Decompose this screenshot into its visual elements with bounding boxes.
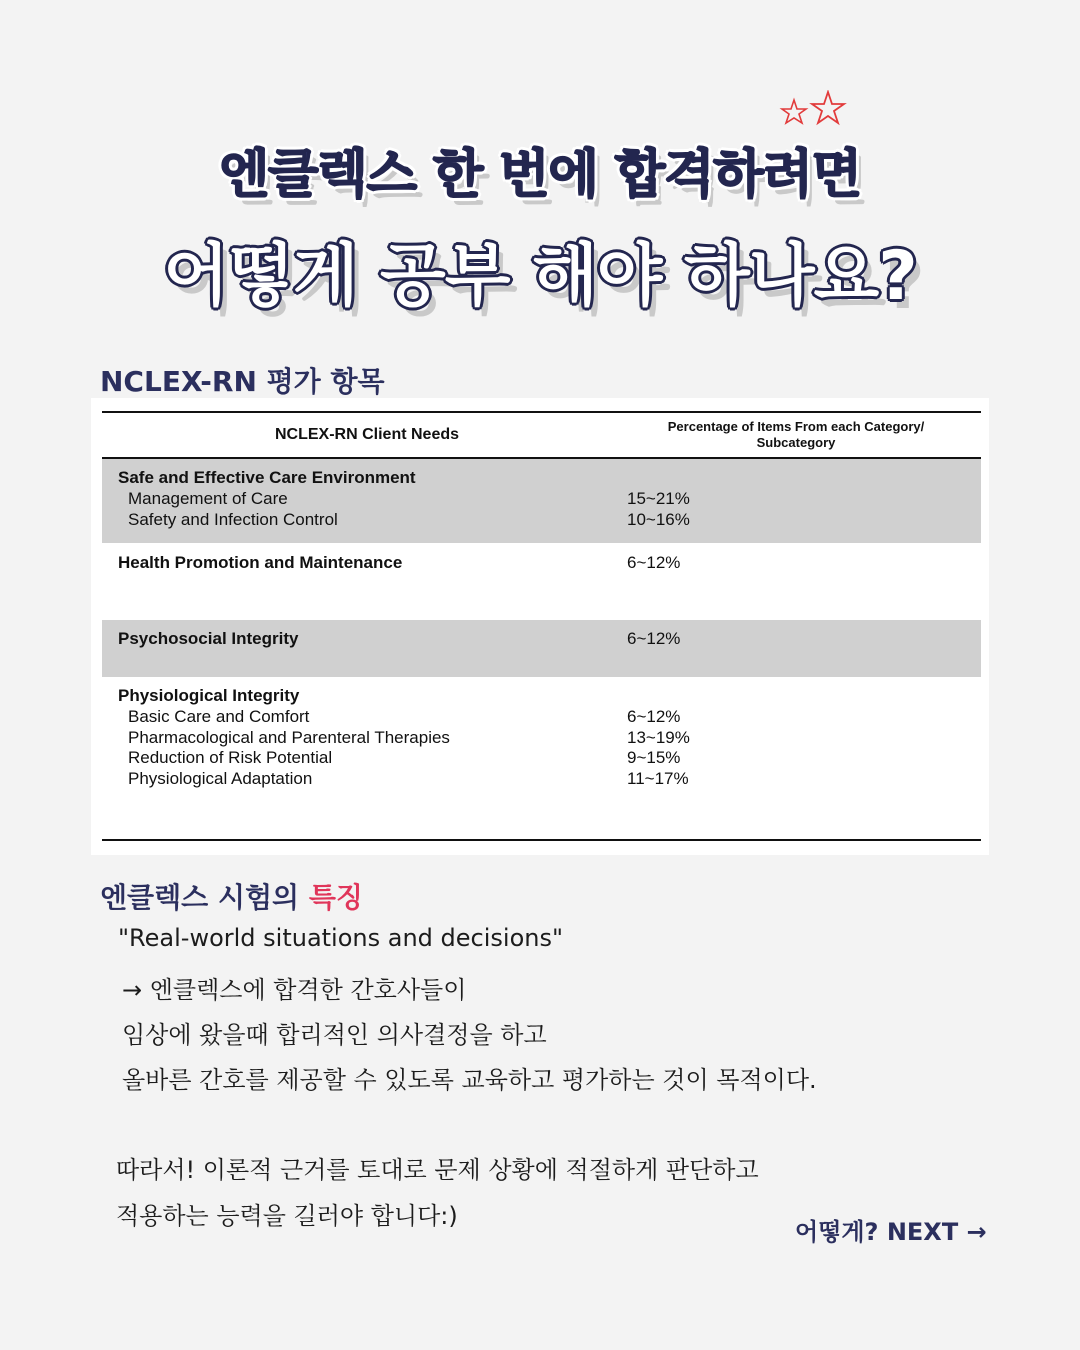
percentage-value: 11~17% — [627, 769, 689, 788]
percentage-value: 6~12% — [627, 707, 681, 726]
body-line-1: → 엔클렉스에 합격한 간호사들이 — [122, 976, 467, 1004]
body-line-3: 올바른 간호를 제공할 수 있도록 교육하고 평가하는 것이 목적이다. — [122, 1066, 817, 1094]
table-header-percentage — [651, 419, 941, 451]
category-label: Psychosocial Integrity — [118, 629, 299, 648]
table-bottom-rule — [102, 839, 981, 841]
section-heading-features-text: 엔클렉스 시험의 — [100, 881, 309, 914]
subcategory-label: Management of Care — [128, 489, 288, 508]
next-button[interactable]: 어떻게? NEXT → — [795, 1218, 987, 1246]
body-line-2: 임상에 왔을때 합리적인 의사결정을 하고 — [122, 1021, 547, 1049]
percentage-value: 9~15% — [627, 748, 681, 767]
subcategory-label: Pharmacological and Parenteral Therapies — [128, 728, 450, 747]
percentage-value: 6~12% — [627, 629, 681, 648]
table-row — [102, 459, 981, 543]
category-label: Health Promotion and Maintenance — [118, 553, 403, 572]
table-row — [102, 677, 981, 837]
table-top-rule — [102, 411, 981, 413]
page-title-line1: 엔클렉스 한 번에 합격하려면 — [218, 145, 862, 205]
conclusion-line-1: 따라서! 이론적 근거를 토대로 문제 상황에 적절하게 판단하고 — [116, 1156, 759, 1184]
quote-text: "Real-world situations and decisions" — [118, 924, 564, 952]
table-row — [102, 620, 981, 677]
percentage-value: 13~19% — [627, 728, 690, 747]
client-needs-table — [91, 398, 989, 855]
conclusion-line-2: 적용하는 능력을 길러야 합니다:) — [116, 1202, 458, 1230]
table-header-percentage-line1: Percentage of Items From each Category/ — [667, 419, 925, 434]
category-label: Safe and Effective Care Environment — [118, 468, 416, 487]
table-row — [102, 543, 981, 620]
percentage-value: 10~16% — [627, 510, 690, 529]
subcategory-label: Reduction of Risk Potential — [128, 748, 333, 767]
percentage-value: 15~21% — [627, 489, 690, 508]
star-icon — [778, 90, 854, 134]
category-label: Physiological Integrity — [118, 686, 300, 705]
subcategory-label: Safety and Infection Control — [128, 510, 338, 529]
section-heading-features-accent: 특징 — [308, 881, 363, 914]
section-heading-features — [100, 876, 363, 916]
section-heading-evaluation: NCLEX-RN 평가 항목 — [100, 365, 385, 398]
table-header-client-needs: NCLEX-RN Client Needs — [274, 426, 460, 443]
percentage-value: 6~12% — [627, 553, 681, 572]
table-header-percentage-line2: Subcategory — [756, 435, 836, 450]
subcategory-label: Physiological Adaptation — [128, 769, 313, 788]
subcategory-label: Basic Care and Comfort — [128, 707, 310, 726]
page-title-line2: 어떻게 공부 해야 하나요? — [163, 237, 917, 316]
